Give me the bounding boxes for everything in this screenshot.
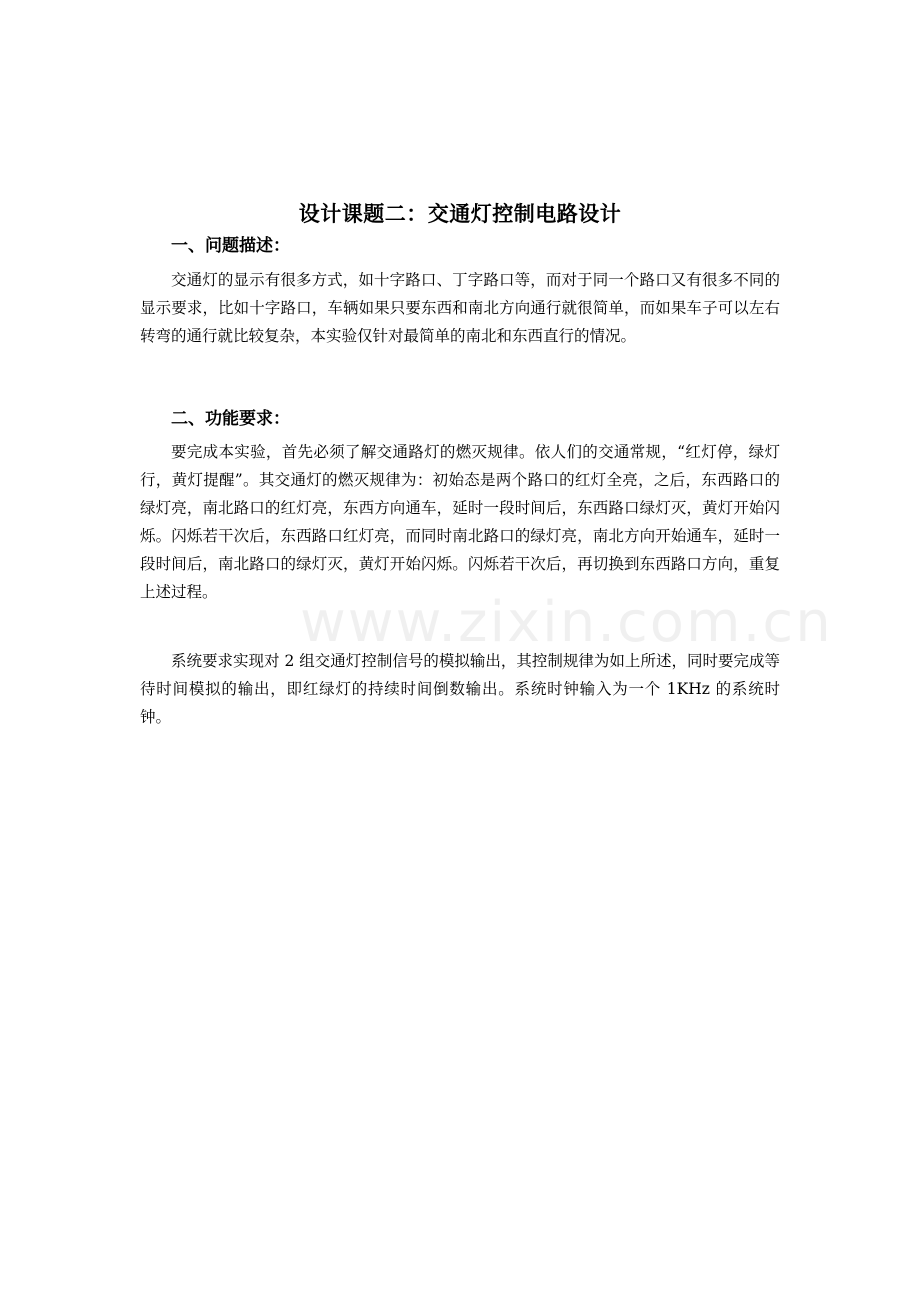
paragraph-requirements-2: 系统要求实现对 2 组交通灯控制信号的模拟输出，其控制规律为如上所述，同时要完成等待时间模拟的输出，即红绿灯的持续时间倒数输出。系统时钟输入为一个 1KHz 的系统时钟。 [140,652,780,726]
paragraph-problem-description: 交通灯的显示有很多方式，如十字路口、丁字路口等，而对于同一个路口又有很多不同的显示要求，比如十字路口，车辆如果只要东西和南北方向通行就很简单，而如果车子可以左右转弯的通行就比较复杂，本实验仅针对最简单的南北和东西直行的情况。 [140,271,780,345]
section-heading-problem: 一、问题描述： [171,236,290,256]
section-heading-requirements: 二、功能要求： [171,409,290,429]
paragraph-requirements-1: 要完成本实验，首先必须了解交通路灯的燃灭规律。依人们的交通常规，“红灯停，绿灯行，黄灯提醒”。其交通灯的燃灭规律为：初始态是两个路口的红灯全亮，之后，东西路口的绿灯亮，南北路口的红灯亮，东西方向通车，延时一段时间后，东西路口绿灯灭，黄灯开始闪烁。闪烁若干次后，东西路口红灯亮，而同时南北路口的绿灯亮，南北方向开始通车，延时一段时间后，南北路口的绿灯灭，黄灯开始闪烁。闪烁若干次后，再切换到东西路口方向，重复上述过程。 [140,443,780,601]
watermark: www.zixin.com.cn [300,590,833,655]
document-title: 设计课题二：交通灯控制电路设计 [298,202,622,226]
